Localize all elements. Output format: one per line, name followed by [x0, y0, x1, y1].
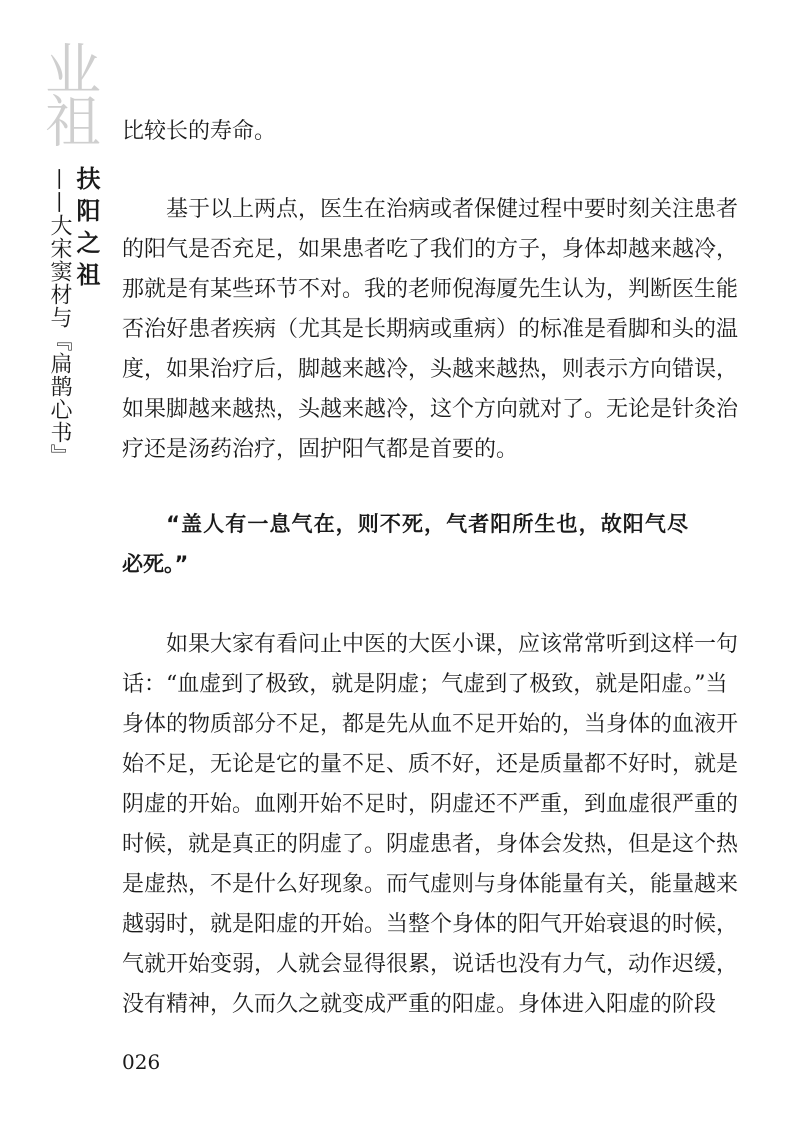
- text-line: “盖人有一息气在，则不死，气者阳所生也，故阳气尽: [122, 512, 688, 536]
- text-line: 如果大家有看问止中医的大医小课，应该常常听到这样一句: [122, 632, 739, 657]
- running-title: 扶阳之祖: [72, 166, 101, 294]
- text-line: 度，如果治疗后，脚越来越冷，头越来越热，则表示方向错误，: [122, 357, 739, 382]
- text-line: 比较长的寿命。: [122, 119, 277, 144]
- text-line: 是虚热，不是什么好现象。而气虚则与身体能量有关，能量越来: [122, 872, 739, 897]
- text-line: 基于以上两点，医生在治病或者保健过程中要时刻关注患者: [122, 197, 739, 222]
- sidebar-watermark: 业祖: [36, 40, 101, 144]
- text-line: 如果脚越来越热，头越来越冷，这个方向就对了。无论是针灸治: [122, 397, 739, 422]
- paragraph-1: [122, 190, 739, 470]
- intro-paragraph: [122, 112, 688, 152]
- text-line: 阴虚的开始。血刚开始不足时，阴虚还不严重，到血虚很严重的: [122, 792, 739, 817]
- quote-paragraph: [122, 504, 688, 584]
- page-number: 026: [122, 1050, 161, 1074]
- text-line: 否治好患者疾病（尤其是长期病或重病）的标准是看脚和头的温: [122, 317, 739, 342]
- text-line: 那就是有某些环节不对。我的老师倪海厦先生认为，判断医生能: [122, 277, 739, 302]
- text-line: 没有精神，久而久之就变成严重的阳虚。身体进入阳虚的阶段: [122, 992, 717, 1017]
- text-line: 身体的物质部分不足，都是先从血不足开始的，当身体的血液开: [122, 712, 739, 737]
- paragraph-2: [122, 625, 739, 1025]
- text-line: 话：“血虚到了极致，就是阴虚；气虚到了极致，就是阳虚。”当: [122, 672, 728, 697]
- text-line: 气就开始变弱，人就会显得很累，说话也没有力气，动作迟缓，: [122, 952, 739, 977]
- text-line: 必死。”: [122, 552, 189, 576]
- text-line: 始不足，无论是它的量不足、质不好，还是质量都不好时，就是: [122, 752, 739, 777]
- text-line: 越弱时，就是阳虚的开始。当整个身体的阳气开始衰退的时候，: [122, 912, 739, 937]
- text-line: 时候，就是真正的阴虚了。阴虚患者，身体会发热，但是这个热: [122, 832, 739, 857]
- text-line: 疗还是汤药治疗，固护阳气都是首要的。: [122, 437, 519, 462]
- text-line: 的阳气是否充足，如果患者吃了我们的方子，身体却越来越冷，: [122, 237, 739, 262]
- running-subtitle: ——大宋窦材与『扁鹊心书』: [47, 168, 72, 467]
